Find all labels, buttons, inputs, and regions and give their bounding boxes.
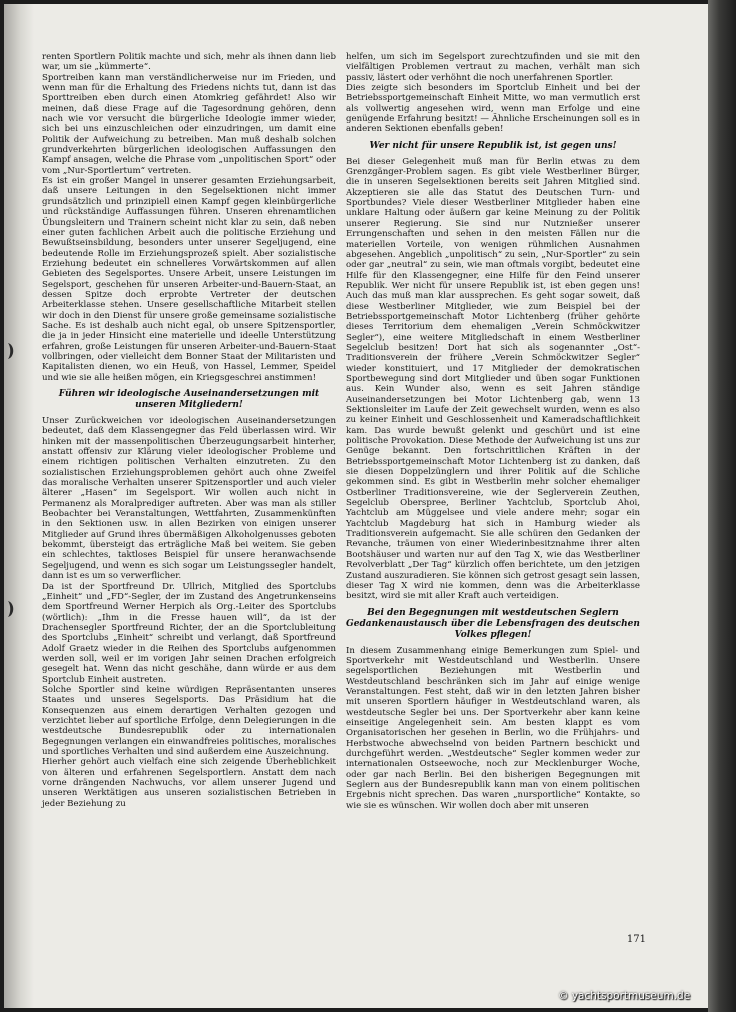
section-heading: Führen wir ideologische Auseinandersetzungen mit unseren Mitgliedern! (58, 389, 320, 410)
right-column (346, 52, 640, 811)
paragraph: Sportreiben kann man verständlicherweise nur im Frieden, und wenn man für die Erhaltung des Friedens nichts tut, dann ist das Sporttreiben eben durch einen Atomkrieg gefährdet! Also wir meinen, daß diese Frage auf die Tagesordnung gehören, denn nach wie vor versucht die bürgerliche Ideologie immer wieder, sich bei uns einzuschleichen oder einzudringen, um damit eine Politik der Aufweichung zu betreiben. Man muß deshalb solchen grundverkehrten bürgerlichen ideologischen Auffassungen den Kampf ansagen, welche die Phrase vom „unpolitischen Sport“ oder vom „Nur-Sportlertum“ vertreten. (42, 72, 336, 176)
gutter-shadow (4, 4, 34, 1008)
paragraph: Unser Zurückweichen vor ideologischen Auseinandersetzungen bedeutet, daß dem Klassengegner das Feld überlassen wird. Wir hinken mit der massenpolitischen Überzeugungsarbeit hinterher, anstatt offensiv zur Klärung vieler ideologischer Probleme und einem richtigen politischen Verhalten einzutreten. Zu den sozialistischen Erziehungsproblemen gehört auch ohne Zweifel das moralische Verhalten unserer Spitzensportler und auch vieler älterer „Hasen“ im Segelsport. Wir wollen auch nicht in Permanenz als Moralprediger auftreten. Aber was man als stiller Beobachter bei Veranstaltungen, Wettfahrten, Zusammenkünften in den Sektionen usw. in allen Bezirken von einigen unserer Mitglieder auf Grund ihres übermäßigen Alkoholgenusses geboten bekommt, übersteigt das erträgliche Maß bei weitem. Sie geben ein schlechtes, taktloses Beispiel für unsere heranwachsende Segeljugend, und wenn es sich sogar um Leistungssegler handelt, dann ist es um so verwerflicher. (42, 416, 336, 582)
paragraph: Bei dieser Gelegenheit muß man für Berlin etwas zu dem Grenzgänger-Problem sagen. Es gibt viele Westberliner Bürger, die in unseren Segelsektionen bereits seit Jahren Mitglied sind. Akzeptieren sie alle das Statut des Deutschen Turn- und Sportbundes? Viele dieser Westberliner Mitglieder haben eine unklare Haltung oder äußern gar keine Meinung zu der Politik unserer Regierung. Sie sind nur Nutznießer unserer Errungenschaften und sehen in den meisten Fällen nur die materiellen Vorteile, von wenigen rühmlichen Ausnahmen abgesehen. Angeblich „unpolitisch“ zu sein, „Nur-Sportler“ zu sein oder gar „neutral“ zu sein, wie man oftmals vorgibt, bedeutet eine Hilfe für den Klassengegner, eine Hilfe für den Feind unserer Republik. Wer nicht für unsere Republik ist, ist eben gegen uns! Auch das muß man klar aussprechen. Es geht sogar soweit, daß diese Westberliner Mitglieder, wie zum Beispiel bei der Betriebssportgemeinschaft Motor Lichtenberg (früher gehörte dieses Territorium dem ehemaligen „Verein Schmöckwitzer Segler“), eine weitere Mitgliedschaft in einem Westberliner Segelclub besitzen! Dort hat sich als sogenannter „Ost“-Traditionsverein der frühere „Verein Schmöckwitzer Segler“ wieder konstituiert, und 17 Mitglieder der demokratischen Sportbewegung sind dort Mitglieder und üben sogar Funktionen aus. Kein Wunder also, wenn es seit Jahren ständige Auseinandersetzungen bei Motor Lichtenberg gab, wenn 13 Sektionsleiter im Laufe der Zeit gewechselt wurden, wenn es also zu keiner Einheit und Geschlossenheit und Kameradschaftlichkeit kam. Das wurde bewußt gelenkt und geschürt und ist eine politische Provokation. Diese Methode der Aufweichung ist uns zur Genüge bekannt. Den fortschrittlichen Kräften in der Betriebssportgemeinschaft Motor Lichtenberg ist zu danken, daß sie diesen Doppelzünglern und ihrer Politik auf die Schliche gekommen sind. Es gibt in Westberlin mehr solcher ehemaliger Ostberliner Traditionsvereine, wie der Seglerverein Zeuthen, Segelclub Oberspree, Berliner Yachtclub, Sportclub Ahoi, Yachtclub am Müggelsee und viele andere mehr; sogar ein Yachtclub Magdeburg hat sich in Hamburg wieder als Traditionsverein aufgemacht. Sie alle schüren den Gedanken der Revanche, träumen von einer Wiederinbesitznahme ihrer alten Bootshäuser und warten nur auf den Tag X, wie das Westberliner Revolverblatt „Der Tag“ kürzlich offen berichtete, um den jetzigen Zustand auszuradieren. Sie können sich getrost gesagt sein lassen, dieser Tag X wird nie kommen, denn was die Arbeiterklasse besitzt, wird sie mit aller Kraft auch verteidigen. (346, 156, 640, 602)
paragraph: Es ist ein großer Mangel in unserer gesamten Erziehungsarbeit, daß unsere Leitungen in den Segelsektionen nicht immer grundsätzlich und prinzipiell einen Kampf gegen kleinbürgerliche und rückständige Auffassungen führen. Unseren ehrenamtlichen Übungsleitern und Trainern scheint nicht klar zu sein, daß neben einer guten fachlichen Arbeit auch die politische Erziehung und Bewußtseinsbildung, besonders unter unserer Segeljugend, eine bedeutende Rolle im Erziehungsprozeß spielt. Aber sozialistische Erziehung bedeutet ein schnelleres Vorwärtskommen auf allen Gebieten des Segelsportes. Unsere Arbeit, unsere Leistungen im Segelsport, geschehen für unseren Arbeiter-und-Bauern-Staat, an dessen Spitze doch erprobte Vertreter der deutschen Arbeiterklasse stehen. Unsere gesellschaftliche Mitarbeit stellen wir doch in den Dienst für unsere große gemeinsame sozialistische Sache. Es ist deshalb auch nicht egal, ob unsere Spitzensportler, die ja in jeder Hinsicht eine materielle und ideelle Unterstützung erfahren, große Leistungen für unseren Arbeiter-und-Bauern-Staat vollbringen, oder vielleicht dem Bonner Staat der Militaristen und Kapitalisten dienen, wo ein Heuß, von Hassel, Lemmer, Speidel und wie sie alle heißen mögen, ein Kriegsgeschrei anstimmen! (42, 176, 336, 383)
paragraph: Da ist der Sportfreund Dr. Ullrich, Mitglied des Sportclubs „Einheit“ und „FD“-Segler, der im Zustand des Angetrunkenseins dem Sportfreund Werner Herpich als Org.-Leiter des Sportclubs (wörtlich): „Ihm in die Fresse hauen will“, da ist der Drachensegler Sportfreund Richter, der an die Sportclubleitung des Sportclubs „Einheit“ schreibt und verlangt, daß Sportfreund Adolf Graetz wieder in die Reihen des Sportclubs aufgenommen werden soll, weil er im vorigen Jahr seinen Drachen erfolgreich gesegelt hat. Wenn das nicht geschähe, dann würde er aus dem Sportclub Einheit austreten. (42, 581, 336, 685)
paragraph: Dies zeigte sich besonders im Sportclub Einheit und bei der Betriebssportgemeinschaft Einheit Mitte, wo man vermutlich erst als vollwertig angesehen wird, wenn man Erfolge und eine genügende Erfahrung besitzt! — Ähnliche Erscheinungen soll es in anderen Sektionen ebenfalls geben! (346, 83, 640, 135)
paragraph: In diesem Zusammenhang einige Bemerkungen zum Spiel- und Sportverkehr mit Westdeutschland und Westberlin. Unsere segelsportlichen Beziehungen mit Westberlin und Westdeutschland beschränken sich im Jahr auf einige wenige Veranstaltungen. Fest steht, daß wir in den letzten Jahren bisher mit unseren Sportlern häufiger in Westdeutschland waren, als westdeutsche Segler bei uns. Der Sportverkehr aber kann keine einseitige Angelegenheit sein. Am besten klappt es vom Organisatorischen her gesehen in Berlin, wo die Frühjahrs- und Herbstwoche abwechselnd von beiden Partnern beschickt und durchgeführt werden. „Westdeutsche“ Segler kommen weder zur internationalen Ostseewoche, noch zur Mecklenburger Woche, oder gar nach Berlin. Bei den bisherigen Begegnungen mit Seglern aus der Bundesrepublik kann man von einem politischen Ergebnis nicht sprechen. Das waren „nursportliche“ Kontakte, so wie sie es wünschen. Wir wollen doch aber mit unseren (346, 645, 640, 811)
paragraph: renten Sportlern Politik machte und sich, mehr als ihnen dann lieb war, um sie „kümmerte“. (42, 52, 336, 73)
paragraph: helfen, um sich im Segelsport zurechtzufinden und sie mit den vielfältigen Problemen vertraut zu machen, verhält man sich passiv, lästert oder verhöhnt die noch unerfahrenen Sportler. (346, 52, 640, 83)
section-heading: Bei den Begegnungen mit westdeutschen Seglern Gedankenaustausch über die Lebensfragen des deutschen Volkes pflegen! (346, 607, 640, 640)
book-edge (708, 0, 736, 1012)
punch-hole-icon (6, 342, 16, 360)
page-number: 171 (626, 934, 646, 945)
paragraph: Hierher gehört auch vielfach eine sich zeigende Überheblichkeit von älteren und erfahrenen Segelsportlern. Anstatt dem nach vorne drängenden Nachwuchs, vor allem unserer Jugend und unseren Werktätigen aus unseren sozialistischen Betrieben in jeder Beziehung zu (42, 757, 336, 809)
book-page (4, 4, 708, 1008)
left-column (42, 52, 336, 809)
punch-hole-icon (6, 600, 16, 618)
copyright-watermark: © yachtsportmuseum.de (558, 990, 691, 1002)
section-heading: Wer nicht für unsere Republik ist, ist gegen uns! (369, 140, 617, 151)
paragraph: Solche Sportler sind keine würdigen Repräsentanten unseres Staates und unseres Segelsports. Das Präsidium hat die Konsequenzen aus einem derartigen Verhalten gezogen und verzichtet lieber auf sportliche Erfolge, denn Delegierungen in die westdeutsche Bundesrepublik oder zu internationalen Begegnungen verlangen ein einwandfreies politisches, moralisches und sportliches Verhalten und sind außerdem eine Auszeichnung. (42, 684, 336, 757)
